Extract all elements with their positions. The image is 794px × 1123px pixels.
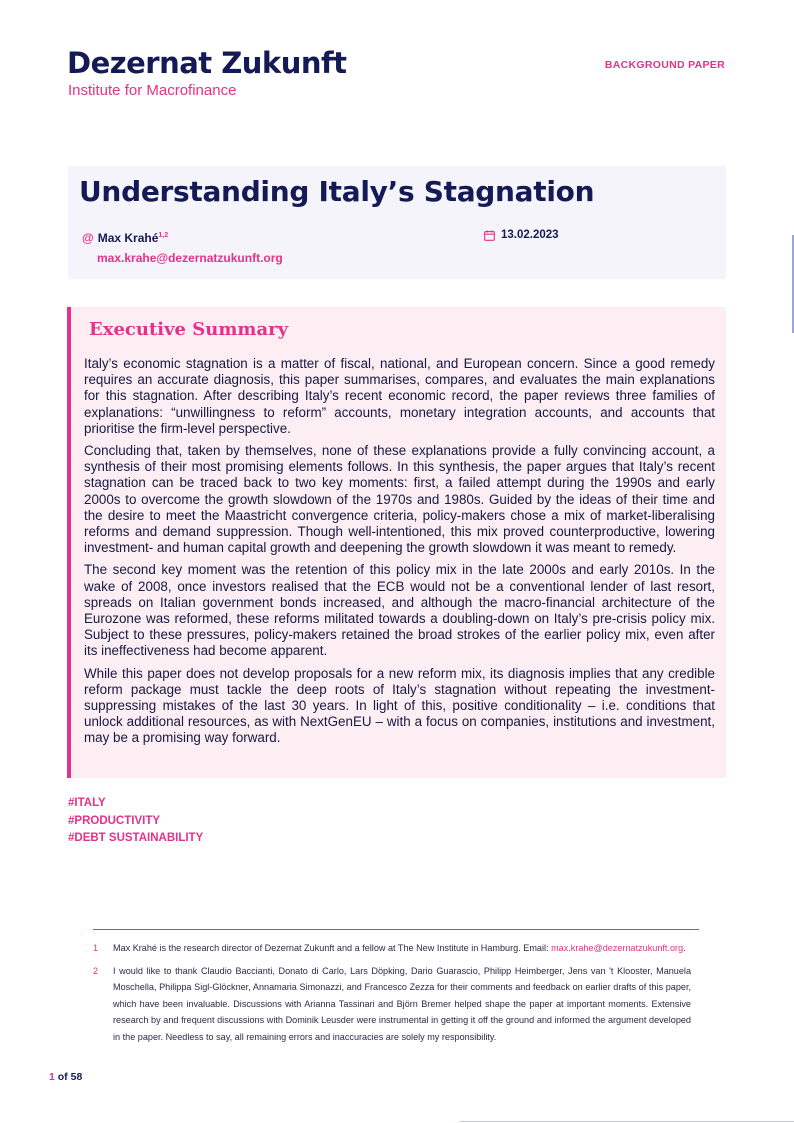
footnote-email-link[interactable]: max.krahe@dezernatzukunft.org (551, 943, 684, 953)
footnotes (93, 940, 691, 1051)
author-line (82, 231, 168, 245)
tag-italy[interactable]: #ITALY (68, 797, 106, 809)
publication-date (484, 229, 559, 241)
document-type-label: BACKGROUND PAPER (604, 59, 725, 71)
executive-summary-box (67, 307, 726, 778)
footnote-number: 2 (93, 965, 99, 976)
author-email-link[interactable]: max.krahe@dezernatzukunft.org (97, 251, 283, 265)
footnote-2 (93, 963, 691, 1046)
page-of-label: of (57, 1071, 68, 1083)
executive-summary-body (84, 356, 715, 753)
tag-debt-sustainability[interactable]: #DEBT SUSTAINABILITY (68, 832, 204, 844)
footnote-text (113, 940, 691, 957)
footnote-divider (93, 929, 699, 930)
org-logo-name: Dezernat Zukunft (67, 46, 347, 80)
org-logo-subtitle: Institute for Macrofinance (68, 82, 237, 99)
footnote-number: 1 (93, 943, 99, 953)
document-title: Understanding Italy’s Stagnation (79, 175, 595, 208)
footnote-2-text: I would like to thank Claudio Baccianti, Donato di Carlo, Lars Döpking, Dario Guarascio, Philipp Heimberger, Jens van 't Klooster, Manuela Moschella, Philippa Sigl-Glöckner, Annamaria Simonazzi, and Francesco Zezza for their comments and feedback on earlier drafts of this paper, which have been invaluable. Discussions with Arianna Tassinari and Björn Bremer helped shape the paper at important moments. Extensive research by and frequent discussions with Dominik Leusder were instrumental in getting it off the ground and informed the argument developed in the paper. Needless to say, all remaining errors and inaccuracies are solely my responsibility. (113, 965, 691, 1042)
author-footnote-ref[interactable]: 1,2 (158, 232, 169, 239)
current-page: 1 (49, 1071, 55, 1083)
calendar-icon (484, 230, 495, 241)
summary-paragraph: The second key moment was the retention of this policy mix in the late 2000s and early 2010s. In the wake of 2008, once investors realised that the ECB would not be a conventional lender of last resort, spreads on Italian government bonds increased, and although the macro-financial architecture of the Eurozone was reformed, these reforms militated towards a doubling-down on Italy’s pre-crisis policy mix. Subject to these pressures, policy-makers retained the broad strokes of the earlier policy mix, even after its ineffectiveness had become apparent. (84, 562, 715, 659)
tag-productivity[interactable]: #PRODUCTIVITY (68, 814, 161, 827)
date-value: 13.02.2023 (501, 229, 559, 241)
topic-tags (68, 795, 203, 848)
summary-paragraph: Italy’s economic stagnation is a matter of fiscal, national, and European concern. Since a good remedy requires an accurate diagnosis, this paper summarises, compares, and evaluates the main explanations for this stagnation. After describing Italy’s recent economic record, the paper reviews three families of explanations: “unwillingness to reform” accounts, monetary integration accounts, and accounts that prioritise the firm-level perspective. (84, 356, 715, 436)
footnote-1 (93, 940, 691, 957)
total-pages: 58 (70, 1071, 83, 1083)
footnote-1-text: Max Krahé is the research director of Dezernat Zukunft and a fellow at The New Institute in Hamburg. Email: (113, 943, 552, 953)
title-block (68, 166, 726, 279)
executive-summary-heading: Executive Summary (89, 319, 289, 340)
summary-paragraph: While this paper does not develop proposals for a new reform mix, its diagnosis implies that any credible reform package must tackle the deep roots of Italy’s stagnation without repeating the investment-suppressing mistakes of the last 30 years. In light of this, positive conditionality – i.e. conditions that unlock additional resources, as with NextGenEU – with a focus on companies, institutions and investment, may be a promising way forward. (84, 665, 715, 746)
author-name: Max Krahé (97, 231, 159, 245)
at-icon: @ (82, 231, 94, 245)
page-number (49, 1071, 82, 1083)
summary-paragraph: Concluding that, taken by themselves, none of these explanations provide a fully convincing account, a synthesis of their most promising elements follows. In this synthesis, the paper argues that Italy’s recent stagnation can be traced back to two key moments: first, a failed attempt during the 1990s and early 2000s to overcome the growth slowdown of the 1970s and 1980s. Guided by the ideas of their time and the desire to meet the Maastricht convergence criteria, policy-makers chose a mix of market-liberalising reforms and demand suppression. Though well-intentioned, this mix proved counterproductive, lowering investment- and human capital growth and deepening the growth slowdown it was meant to remedy. (84, 443, 715, 556)
footnote-1-end: . (683, 943, 686, 953)
bottom-divider (460, 1121, 794, 1122)
